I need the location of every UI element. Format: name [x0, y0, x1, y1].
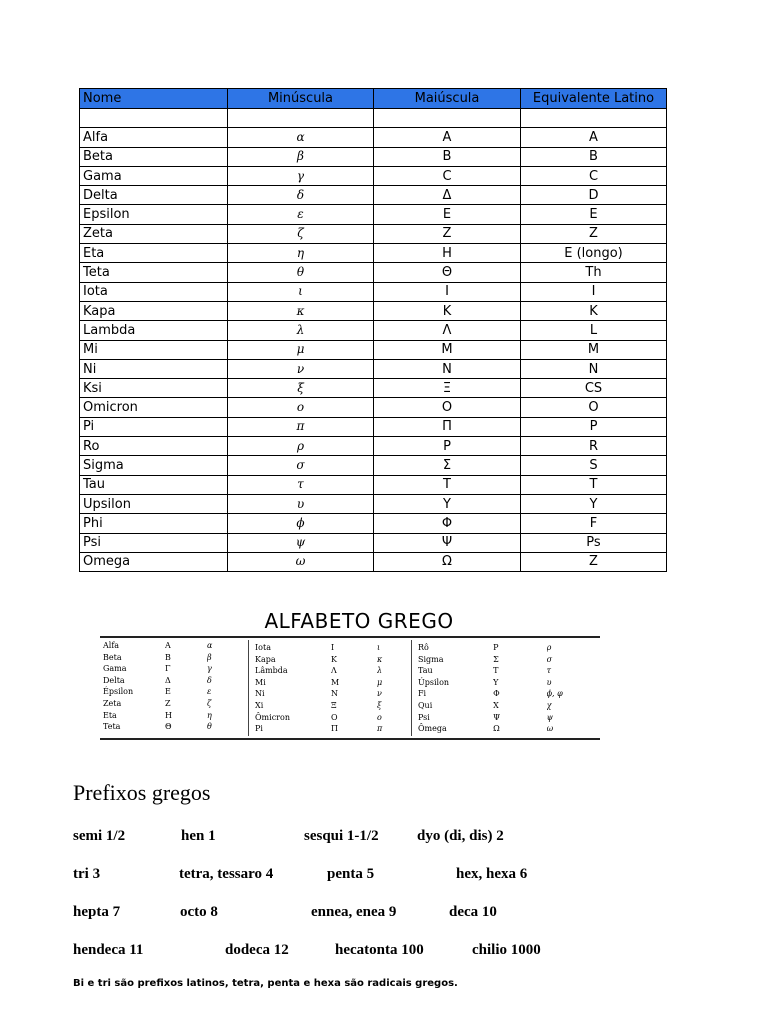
alfabeto-letter-name: Iota — [255, 643, 271, 652]
alfabeto-uppercase: B — [165, 652, 171, 662]
alfabeto-row — [249, 677, 411, 689]
table-row — [80, 494, 667, 513]
lowercase-cell: δ — [228, 186, 374, 205]
alfabeto-column-1 — [100, 638, 248, 736]
lowercase-cell: ζ — [228, 224, 374, 243]
lowercase-cell: γ — [228, 166, 374, 185]
alfabeto-letter-name: Zeta — [103, 698, 122, 708]
alfabeto-row — [249, 654, 411, 666]
alfabeto-grego-title: ALFABETO GREGO — [264, 609, 454, 633]
alfabeto-lowercase: π — [377, 724, 383, 734]
uppercase-cell: H — [374, 244, 521, 263]
alfabeto-uppercase: Π — [331, 724, 338, 734]
alfabeto-uppercase: K — [331, 654, 337, 664]
header-minuscula: Minúscula — [228, 89, 374, 109]
letter-name-cell: Delta — [80, 186, 228, 205]
uppercase-cell: A — [374, 128, 521, 147]
table-row — [80, 128, 667, 147]
uppercase-cell: Δ — [374, 186, 521, 205]
prefix-row — [73, 828, 693, 850]
alfabeto-uppercase: Ψ — [493, 712, 501, 722]
alfabeto-row — [412, 642, 600, 654]
table-row — [80, 147, 667, 166]
header-nome: Nome — [80, 89, 228, 109]
table-row — [80, 166, 667, 185]
alfabeto-row — [100, 721, 248, 733]
alfabeto-lowercase: η — [207, 710, 212, 720]
alfabeto-lowercase: τ — [546, 666, 552, 676]
latin-equivalent-cell: K — [521, 301, 667, 320]
table-row — [80, 244, 667, 263]
alfabeto-lowercase: χ — [546, 700, 552, 710]
lowercase-cell: υ — [228, 494, 374, 513]
uppercase-cell: Y — [374, 494, 521, 513]
uppercase-cell: Φ — [374, 514, 521, 533]
uppercase-cell: O — [374, 398, 521, 417]
table-row — [80, 301, 667, 320]
alfabeto-letter-name: Sigma — [418, 654, 444, 664]
letter-name-cell: Omega — [80, 552, 228, 571]
alfabeto-uppercase: P — [493, 643, 499, 652]
alfabeto-lowercase: σ — [546, 654, 553, 664]
letter-name-cell: Psi — [80, 533, 228, 552]
letter-name-cell: Omicron — [80, 398, 228, 417]
alfabeto-uppercase: Y — [493, 677, 499, 687]
alfabeto-uppercase: X — [493, 700, 499, 710]
table-row — [80, 340, 667, 359]
alfabeto-row — [249, 700, 411, 712]
lowercase-cell: κ — [228, 301, 374, 320]
letter-name-cell: Eta — [80, 244, 228, 263]
letter-name-cell: Sigma — [80, 456, 228, 475]
alfabeto-row — [100, 710, 248, 722]
lowercase-cell: ι — [228, 282, 374, 301]
table-row — [80, 109, 667, 128]
alfabeto-letter-name: Mi — [255, 677, 266, 687]
latin-equivalent-cell: R — [521, 437, 667, 456]
alfabeto-lowercase: ω — [546, 724, 554, 734]
alfabeto-row — [412, 654, 600, 666]
letter-name-cell: Teta — [80, 263, 228, 282]
lowercase-cell: ψ — [228, 533, 374, 552]
uppercase-cell: I — [374, 282, 521, 301]
table-row — [80, 417, 667, 436]
alfabeto-letter-name: Ômega — [418, 724, 447, 734]
alfabeto-lowercase: δ — [207, 675, 212, 685]
alfabeto-uppercase: Φ — [493, 689, 500, 699]
prefix-row — [73, 942, 693, 964]
alfabeto-row — [412, 700, 600, 712]
table-row — [80, 552, 667, 571]
alfabeto-row — [100, 675, 248, 687]
alfabeto-letter-name: Qui — [418, 700, 433, 710]
table-row — [80, 398, 667, 417]
table-row — [80, 282, 667, 301]
alfabeto-letter-name: Úpsilon — [418, 677, 450, 687]
table-header-row — [80, 89, 667, 109]
header-maiuscula: Maiúscula — [374, 89, 521, 109]
lowercase-cell: η — [228, 244, 374, 263]
letter-name-cell: Ro — [80, 437, 228, 456]
alfabeto-uppercase: Λ — [331, 666, 337, 676]
table-row — [80, 379, 667, 398]
uppercase-cell: K — [374, 301, 521, 320]
alfabeto-letter-name: Lâmbda — [255, 666, 288, 676]
alfabeto-uppercase: A — [165, 641, 171, 650]
letter-name-cell: Zeta — [80, 224, 228, 243]
alfabeto-letter-name: Fi — [418, 689, 427, 699]
lowercase-cell: τ — [228, 475, 374, 494]
lowercase-cell: ε — [228, 205, 374, 224]
prefix-item: tri 3 — [73, 866, 101, 882]
alfabeto-letter-name: Pi — [255, 724, 263, 734]
letter-name-cell: Ni — [80, 359, 228, 378]
prefix-item: semi 1/2 — [73, 828, 126, 844]
prefix-item: penta 5 — [327, 866, 375, 882]
uppercase-cell: Z — [374, 224, 521, 243]
uppercase-cell: Ξ — [374, 379, 521, 398]
alfabeto-lowercase: λ — [377, 666, 383, 676]
alfabeto-lowercase: ο — [377, 712, 382, 722]
letter-name-cell: Iota — [80, 282, 228, 301]
lowercase-cell: o — [228, 398, 374, 417]
table-row — [80, 533, 667, 552]
letter-name-cell: Epsilon — [80, 205, 228, 224]
latin-equivalent-cell: L — [521, 321, 667, 340]
alfabeto-lowercase: ρ — [546, 643, 552, 652]
divider — [100, 738, 600, 740]
prefix-item: dyo (di, dis) 2 — [417, 828, 504, 844]
latin-equivalent-cell: E (longo) — [521, 244, 667, 263]
alfabeto-letter-name: Tau — [418, 666, 433, 676]
alfabeto-lowercase: θ — [207, 722, 212, 732]
uppercase-cell: E — [374, 205, 521, 224]
latin-equivalent-cell: S — [521, 456, 667, 475]
alfabeto-lowercase: ε — [207, 687, 212, 697]
uppercase-cell: Ψ — [374, 533, 521, 552]
alfabeto-grid — [100, 638, 600, 736]
alfabeto-column-2 — [248, 640, 411, 736]
latin-equivalent-cell — [521, 109, 667, 128]
alfabeto-row — [249, 665, 411, 677]
lowercase-cell: α — [228, 128, 374, 147]
prefix-item: hendeca 11 — [73, 942, 144, 958]
alfabeto-letter-name: Rô — [418, 643, 429, 652]
prefix-item: hex, hexa 6 — [456, 866, 528, 882]
alfabeto-row — [249, 688, 411, 700]
alfabeto-letter-name: Teta — [103, 722, 121, 732]
alfabeto-uppercase: O — [331, 712, 338, 722]
prefix-item: sesqui 1-1/2 — [304, 828, 379, 844]
prefix-item: tetra, tessaro 4 — [179, 866, 274, 882]
alfabeto-grego-block — [100, 610, 600, 740]
uppercase-cell: T — [374, 475, 521, 494]
alfabeto-lowercase: ξ — [377, 700, 382, 710]
lowercase-cell: ω — [228, 552, 374, 571]
latin-equivalent-cell: Z — [521, 224, 667, 243]
alfabeto-lowercase: υ — [546, 677, 552, 687]
lowercase-cell: μ — [228, 340, 374, 359]
latin-equivalent-cell: Ps — [521, 533, 667, 552]
letter-name-cell: Phi — [80, 514, 228, 533]
alfabeto-letter-name: Épsilon — [103, 687, 134, 697]
alfabeto-lowercase: α — [207, 641, 213, 650]
latin-equivalent-cell: D — [521, 186, 667, 205]
alfabeto-row — [100, 640, 248, 652]
alfabeto-letter-name: Ni — [255, 689, 265, 699]
lowercase-cell: λ — [228, 321, 374, 340]
letter-name-cell: Pi — [80, 417, 228, 436]
uppercase-cell: Λ — [374, 321, 521, 340]
lowercase-cell: ξ — [228, 379, 374, 398]
alfabeto-row — [100, 686, 248, 698]
alfabeto-letter-name: Kapa — [255, 654, 276, 664]
lowercase-cell: ν — [228, 359, 374, 378]
prefix-item: deca 10 — [449, 904, 497, 920]
prefix-item: chilio 1000 — [472, 942, 541, 958]
latin-equivalent-cell: E — [521, 205, 667, 224]
latin-equivalent-cell: T — [521, 475, 667, 494]
alfabeto-letter-name: Ômicron — [255, 712, 290, 722]
alfabeto-lowercase: ν — [377, 689, 382, 699]
alfabeto-uppercase: Z — [165, 698, 171, 708]
alfabeto-uppercase: T — [493, 666, 499, 676]
table-row — [80, 514, 667, 533]
uppercase-cell: Θ — [374, 263, 521, 282]
lowercase-cell: θ — [228, 263, 374, 282]
table-row — [80, 475, 667, 494]
letter-name-cell: Gama — [80, 166, 228, 185]
letter-name-cell: Tau — [80, 475, 228, 494]
uppercase-cell: Ω — [374, 552, 521, 571]
latin-equivalent-cell: B — [521, 147, 667, 166]
prefix-row — [73, 904, 693, 926]
latin-equivalent-cell: Z — [521, 552, 667, 571]
latin-equivalent-cell: O — [521, 398, 667, 417]
alfabeto-uppercase: E — [165, 687, 171, 697]
uppercase-cell — [374, 109, 521, 128]
alfabeto-letter-name: Alfa — [103, 641, 120, 650]
letter-name-cell: Ksi — [80, 379, 228, 398]
alfabeto-letter-name: Gama — [103, 664, 127, 674]
latin-equivalent-cell: F — [521, 514, 667, 533]
prefix-item: ennea, enea 9 — [311, 904, 397, 920]
table-row — [80, 263, 667, 282]
prefix-item: octo 8 — [180, 904, 218, 920]
alfabeto-column-3 — [411, 640, 600, 736]
uppercase-cell: M — [374, 340, 521, 359]
alfabeto-lowercase: κ — [377, 654, 383, 664]
latin-equivalent-cell: N — [521, 359, 667, 378]
alfabeto-lowercase: γ — [207, 664, 212, 674]
lowercase-cell: ϕ — [228, 514, 374, 533]
lowercase-cell: σ — [228, 456, 374, 475]
latin-equivalent-cell: CS — [521, 379, 667, 398]
alfabeto-row — [412, 665, 600, 677]
header-equivalente-latino: Equivalente Latino — [521, 89, 667, 109]
alfabeto-uppercase: Ξ — [331, 700, 337, 710]
lowercase-cell — [228, 109, 374, 128]
alfabeto-row — [249, 723, 411, 735]
table-body — [80, 109, 667, 572]
lowercase-cell: ρ — [228, 437, 374, 456]
lowercase-cell: π — [228, 417, 374, 436]
alfabeto-lowercase: ψ — [546, 712, 553, 722]
latin-equivalent-cell: C — [521, 166, 667, 185]
letter-name-cell: Upsilon — [80, 494, 228, 513]
alfabeto-letter-name: Beta — [103, 652, 122, 662]
prefix-item: hecatonta 100 — [335, 942, 424, 958]
letter-name-cell: Mi — [80, 340, 228, 359]
letter-name-cell: Beta — [80, 147, 228, 166]
alfabeto-uppercase: Δ — [165, 675, 171, 685]
alfabeto-letter-name: Eta — [103, 710, 117, 720]
table-row — [80, 437, 667, 456]
latin-equivalent-cell: Th — [521, 263, 667, 282]
prefix-item: hepta 7 — [73, 904, 121, 920]
letter-name-cell — [80, 109, 228, 128]
alfabeto-row — [412, 677, 600, 689]
alfabeto-lowercase: ϕ, φ — [546, 689, 563, 699]
letter-name-cell: Lambda — [80, 321, 228, 340]
alfabeto-row — [249, 712, 411, 724]
alfabeto-uppercase: Ω — [493, 724, 500, 734]
table-row — [80, 186, 667, 205]
prefix-item: hen 1 — [181, 828, 216, 844]
alfabeto-row — [412, 712, 600, 724]
alfabeto-row — [412, 688, 600, 700]
alfabeto-row — [100, 663, 248, 675]
letter-name-cell: Alfa — [80, 128, 228, 147]
uppercase-cell: P — [374, 437, 521, 456]
alfabeto-row — [100, 698, 248, 710]
alfabeto-lowercase: μ — [377, 677, 383, 687]
uppercase-cell: Σ — [374, 456, 521, 475]
alfabeto-letter-name: Psi — [418, 712, 430, 722]
table-row — [80, 359, 667, 378]
latin-equivalent-cell: M — [521, 340, 667, 359]
alfabeto-letter-name: Xi — [255, 700, 264, 710]
uppercase-cell: C — [374, 166, 521, 185]
alfabeto-uppercase: N — [331, 689, 338, 699]
alfabeto-lowercase: β — [207, 652, 212, 662]
prefix-row — [73, 866, 693, 888]
uppercase-cell: Π — [374, 417, 521, 436]
table-row — [80, 224, 667, 243]
alfabeto-uppercase: Θ — [165, 722, 172, 732]
latin-equivalent-cell: A — [521, 128, 667, 147]
prefix-item: dodeca 12 — [225, 942, 289, 958]
prefixos-title: Prefixos gregos — [73, 780, 211, 805]
alfabeto-letter-name: Delta — [103, 675, 125, 685]
alfabeto-row — [249, 642, 411, 654]
alfabeto-row — [412, 723, 600, 735]
alfabeto-row — [100, 652, 248, 664]
latin-equivalent-cell: I — [521, 282, 667, 301]
latin-equivalent-cell: Y — [521, 494, 667, 513]
alfabeto-lowercase: ι — [377, 643, 381, 652]
latin-equivalent-cell: P — [521, 417, 667, 436]
alfabeto-uppercase: Σ — [493, 654, 499, 664]
alfabeto-uppercase: H — [165, 710, 172, 720]
uppercase-cell: B — [374, 147, 521, 166]
alfabeto-uppercase: Γ — [165, 664, 171, 674]
table-row — [80, 456, 667, 475]
table-row — [80, 321, 667, 340]
table-row — [80, 205, 667, 224]
uppercase-cell: N — [374, 359, 521, 378]
lowercase-cell: β — [228, 147, 374, 166]
footnote: Bi e tri são prefixos latinos, tetra, penta e hexa são radicais gregos. — [73, 978, 458, 989]
alfabeto-uppercase: I — [331, 643, 335, 652]
alfabeto-uppercase: M — [331, 677, 340, 687]
alfabeto-lowercase: ζ — [207, 698, 212, 708]
letter-name-cell: Kapa — [80, 301, 228, 320]
greek-alphabet-table — [79, 88, 667, 572]
